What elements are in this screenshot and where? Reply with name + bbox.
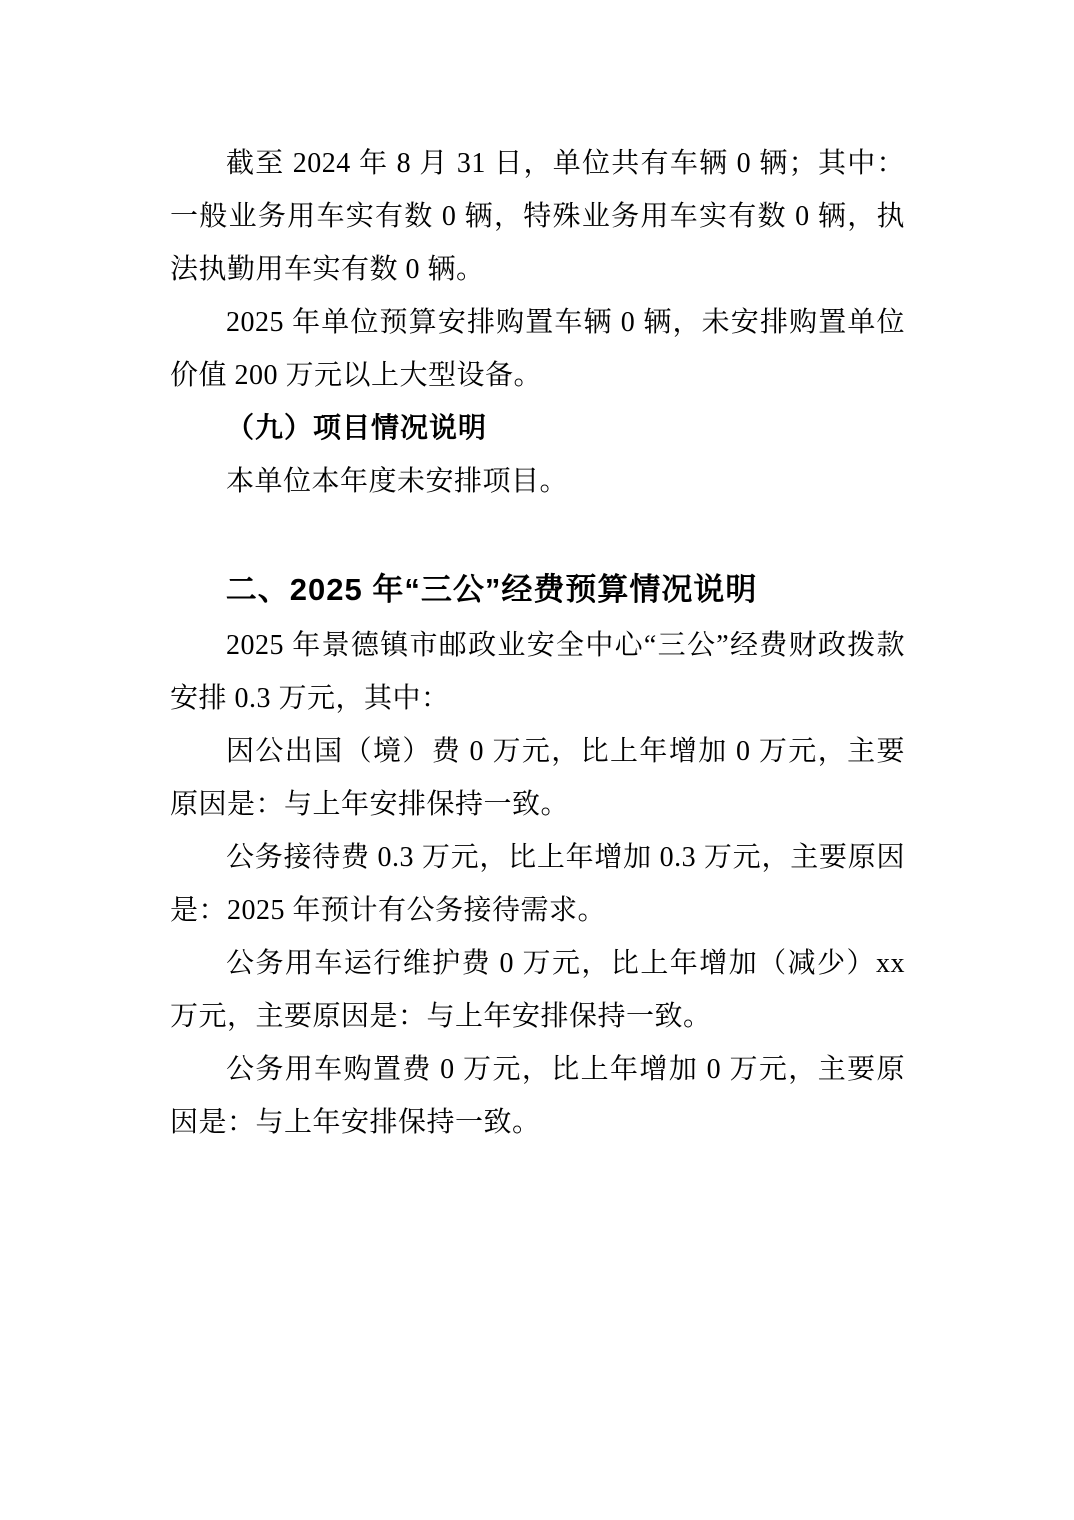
paragraph-three-public-total: 2025 年景德镇市邮政业安全中心“三公”经费财政拨款安排 0.3 万元，其中：: [170, 630, 905, 714]
paragraph-no-projects: 本单位本年度未安排项目。: [226, 466, 569, 497]
paragraph-vehicle-purchase-plan: 2025 年单位预算安排购置车辆 0 辆，未安排购置单位价值 200 万元以上大型设备。: [170, 307, 905, 391]
paragraph-vehicle-operation-maintenance-expense: 公务用车运行维护费 0 万元，比上年增加（减少）xx 万元，主要原因是：与上年安排保持一致。: [170, 948, 905, 1032]
paragraph-vehicle-purchase-expense: 公务用车购置费 0 万元，比上年增加 0 万元，主要原因是：与上年安排保持一致。: [170, 1054, 905, 1138]
paragraph-overseas-travel-expense: 因公出国（境）费 0 万元，比上年增加 0 万元，主要原因是：与上年安排保持一致。: [170, 736, 905, 820]
paragraph-official-reception-expense: 公务接待费 0.3 万元，比上年增加 0.3 万元，主要原因是：2025 年预计有公务接待需求。: [170, 842, 905, 926]
paragraph-vehicle-count: 截至 2024 年 8 月 31 日，单位共有车辆 0 辆；其中：一般业务用车实有数 0 辆，特殊业务用车实有数 0 辆，执法执勤用车实有数 0 辆。: [170, 148, 905, 285]
document-content: [170, 137, 905, 1149]
blank-line: [170, 508, 905, 561]
subheading-project-situation: （九）项目情况说明: [226, 413, 488, 444]
section-heading-three-public-expenses: 二、2025 年“三公”经费预算情况说明: [225, 572, 758, 607]
